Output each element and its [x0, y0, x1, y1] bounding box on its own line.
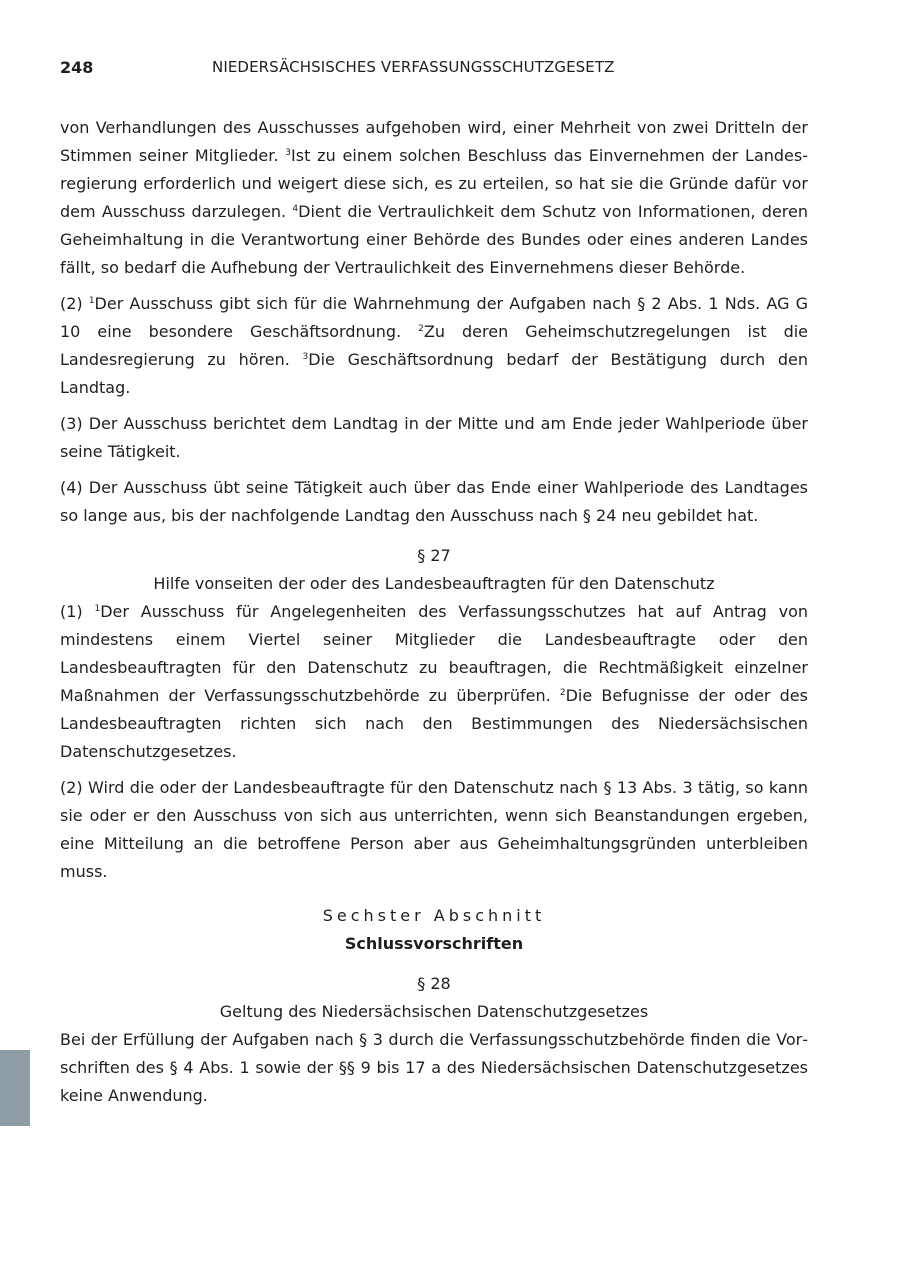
section-28-number: § 28	[417, 974, 451, 993]
paragraph-continued	[60, 114, 808, 282]
thumb-index-tab	[0, 1050, 30, 1126]
paragraph-text: von Verhandlungen des Ausschusses aufgehoben wird, einer Mehrheit von zwei Dritteln der Stimmen seiner Mitglieder.	[60, 118, 808, 165]
page-body	[60, 114, 808, 1110]
paragraph-text: Die Befugnisse der oder des Landesbeauftragten richten sich nach den Bestimmungen des Niedersächsischen Datenschutzgesetzes.	[60, 686, 808, 761]
sentence-number: 2	[418, 324, 424, 334]
paragraph-26-2	[60, 290, 808, 402]
sentence-number: 4	[292, 204, 299, 214]
paragraph-26-4: (4) Der Ausschuss übt seine Tätigkeit auch über das Ende einer Wahlperiode des Landtages so lange aus, bis der nachfolgende Landtag den Ausschuss nach § 24 neu gebildet hat.	[60, 478, 808, 525]
paragraph-text: Ist zu einem solchen Beschluss das Einvernehmen der Landesregierung erforderlich und weigert diese sich, es zu erteilen, so hat sie die Gründe dafür vor dem Ausschuss darzulegen.	[60, 146, 809, 221]
sentence-number: 1	[88, 296, 95, 306]
paragraph-text: Dient die Vertraulichkeit dem Schutz von Informationen, deren Geheimhaltung in die Verantwortung einer Behörde des Bundes oder eines anderen Landes fällt, so bedarf die Aufhebung der Vertraulichkeit des Einvernehmens dieser Behörde.	[60, 202, 808, 277]
paragraph-text: Der Ausschuss für Angelegenheiten des Verfassungsschutzes hat auf Antrag von mindestens einem Viertel seiner Mitglieder die Landesbeauftragte oder den Landesbeauftragten für den Datenschutz zu beauftragen, die Rechtmäßigkeit einzelner Maßnahmen der Verfassungsschutzbehörde zu überprüfen.	[60, 602, 809, 705]
paragraph-27-2: (2) Wird die oder der Landesbeauftragte für den Datenschutz nach § 13 Abs. 3 tätig, so kann sie oder er den Ausschuss von sich aus unterrichten, wenn sich Beanstandungen ergeben, eine Mitteilung an die betroffene Person aber aus Geheimhaltungsgründen unterbleiben muss.	[60, 778, 808, 881]
paragraph-27-1	[60, 598, 808, 766]
paragraph-number: (1)	[60, 602, 95, 621]
running-header: NIEDERSÄCHSISCHES VERFASSUNGSSCHUTZGESETZ	[212, 58, 615, 76]
sentence-number: 3	[302, 352, 309, 362]
section-27-title: Hilfe vonseiten der oder des Landesbeauftragten für den Datenschutz	[153, 574, 715, 593]
sentence-number: 2	[559, 688, 566, 698]
section-27-number: § 27	[417, 546, 451, 565]
paragraph-text: Zu deren Geheimschutzregelungen ist die Landesregierung zu hören.	[60, 322, 809, 369]
paragraph-number: (2)	[60, 294, 89, 313]
paragraph-26-3: (3) Der Ausschuss berichtet dem Landtag in der Mitte und am Ende jeder Wahlperiode über seine Tätigkeit.	[60, 414, 808, 461]
sentence-number: 3	[285, 148, 292, 158]
paragraph-28: Bei der Erfüllung der Aufgaben nach § 3 durch die Verfassungsschutzbehörde finden die Vorschriften des § 4 Abs. 1 sowie der §§ 9 bis 17 a des Niedersächsischen Datenschutzgesetzes keine Anwendung.	[60, 1030, 808, 1105]
paragraph-text: Der Ausschuss gibt sich für die Wahrnehmung der Aufgaben nach § 2 Abs. 1 Nds. AG G 10 eine besondere Geschäftsordnung.	[60, 294, 809, 341]
page-number: 248	[60, 58, 94, 77]
sentence-number: 1	[94, 604, 101, 614]
chapter-title: Schlussvorschriften	[344, 934, 524, 953]
section-28-title: Geltung des Niedersächsischen Datenschutzgesetzes	[219, 1002, 649, 1021]
chapter-label: Sechster Abschnitt	[322, 906, 546, 925]
paragraph-text: Die Geschäftsordnung bedarf der Bestätigung durch den Landtag.	[60, 350, 808, 397]
